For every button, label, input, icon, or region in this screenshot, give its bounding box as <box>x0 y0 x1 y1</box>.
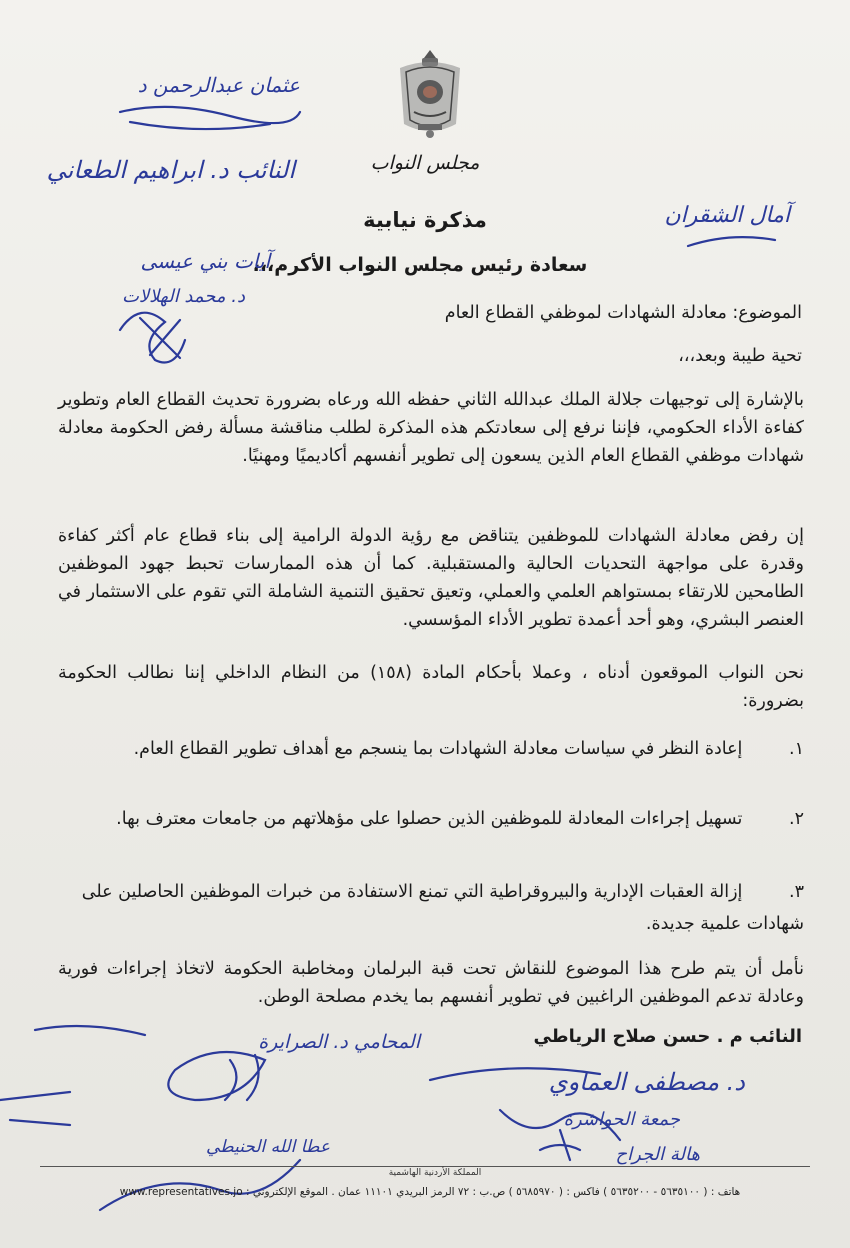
signature-name: النائب د. ابراهيم الطعاني <box>46 156 295 184</box>
demand-item-3 <box>58 876 804 940</box>
memo-closing: نأمل أن يتم طرح هذا الموضوع للنقاش تحت قبة البرلمان ومخاطبة الحكومة لاتخاذ إجراءات فورية وعادلة تدعم الموظفين الراغبين في تطوير أنفسهم بما يخدم مصلحة الوطن. <box>58 959 804 1007</box>
memo-paragraph-1: بالإشارة إلى توجيهات جلالة الملك عبدالله الثاني حفظه الله ورعاه بضرورة تحديث القطاع العام وتطوير كفاءة الأداء الحكومي، فإننا نرفع إلى سعادتكم هذه المذكرة لطلب مناقشة مسألة رفض الحكومة معادلة شهادات موظفي القطاع العام الذين يسعون إلى تطوير أنفسهم أكاديميًا ومهنيًا. <box>58 390 804 466</box>
council-name: مجلس النواب <box>370 152 480 174</box>
signature-name: د. محمد الهلالات <box>121 286 245 307</box>
demand-item-2 <box>58 803 804 835</box>
footer-contact: هاتف : ( ٥٦٣٥١٠٠ - ٥٦٣٥٢٠٠ ) فاكس : ( ٥٦٨٥٩٧٠ ) ص.ب : ٧٢ الرمز البريدي ١١١٠١ عمان . الموقع الإلكتروني : www.representatives.jo <box>119 1186 741 1198</box>
signature-name: هالة الجراح <box>615 1144 700 1165</box>
memo-subject: الموضوع: معادلة الشهادات لموظفي القطاع العام <box>444 303 802 323</box>
demand-text: إزالة العقبات الإدارية والبيروقراطية التي تمنع الاستفادة من خبرات الموظفين الحاصلين على شهادات علمية جديدة. <box>81 882 804 934</box>
demand-text: تسهيل إجراءات المعادلة للموظفين الذين حصلوا على مؤهلاتهم من جامعات معترف بها. <box>116 809 743 829</box>
signature-name: د. مصطفى العماوي <box>548 1068 745 1096</box>
memo-paragraph-2: إن رفض معادلة الشهادات للموظفين يتناقض مع رؤية الدولة الرامية إلى بناء قطاع عام أكثر كفاءة وقدرة على مواجهة التحديات الحالية والمستقبلية. كما أن هذه الممارسات تحبط جهود الموظفين الطامحين للارتقاء بمستواهم العلمي والعملي، وتعيق تحقيق التنمية الشاملة التي تقوم على الاستثمار في العنصر البشري، وهو أحد أعمدة تطوير الأداء المؤسسي. <box>58 526 804 630</box>
memo-addressee: سعادة رئيس مجلس النواب الأكرم،،، <box>252 254 588 276</box>
coat-of-arms-emblem <box>392 46 468 142</box>
footer-divider <box>40 1166 810 1167</box>
footer-kingdom-name: المملكة الأردنية الهاشمية <box>388 1168 482 1178</box>
memo-title: مذكرة نيابية <box>363 208 487 232</box>
signer-name: النائب م . حسن صلاح الرياطي <box>533 1026 802 1047</box>
memo-greeting: تحية طيبة وبعد،،، <box>678 346 802 366</box>
demand-number: ٣. <box>789 882 804 902</box>
demand-text: إعادة النظر في سياسات معادلة الشهادات بما ينسجم مع أهداف تطوير القطاع العام. <box>133 739 743 759</box>
signature-name: عثمان عبدالرحمن د <box>137 73 300 97</box>
signature-name: آيات بني عيسى <box>140 249 270 273</box>
signature-name: آمال الشقران <box>664 203 790 228</box>
signature-name: جمعة الحواشرة <box>563 1109 680 1130</box>
demand-number: ٢. <box>789 809 804 829</box>
signature-name: المحامي د. الصرايرة <box>258 1031 420 1053</box>
demand-item-1 <box>58 733 804 765</box>
signature-name: عطا الله الحنيطي <box>206 1137 330 1157</box>
memo-paragraph-3: نحن النواب الموقعون أدناه ، وعملا بأحكام المادة (١٥٨) من النظام الداخلي إننا نطالب الحكومة بضرورة: <box>58 663 804 711</box>
demand-number: ١. <box>789 739 804 759</box>
